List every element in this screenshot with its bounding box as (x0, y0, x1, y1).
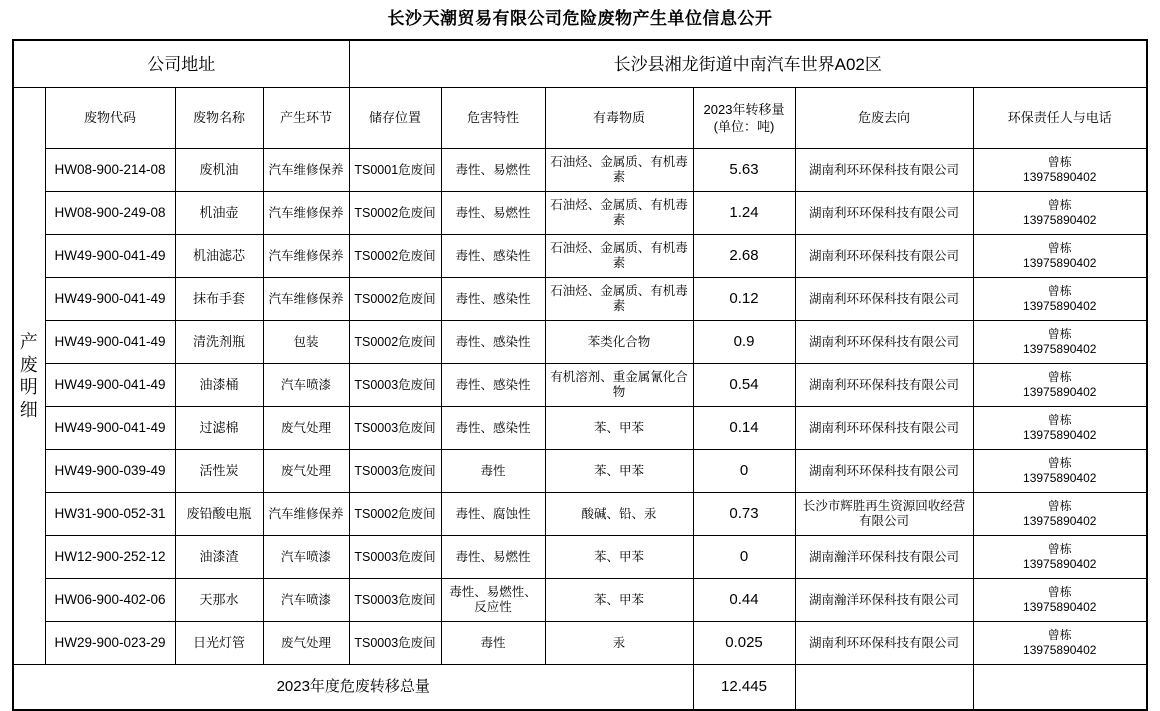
cell-destination: 湖南利环环保科技有限公司 (795, 321, 973, 364)
person-name: 曾栋 (1047, 585, 1072, 600)
cell-amount: 0.12 (693, 278, 795, 321)
person-name: 曾栋 (1047, 413, 1072, 428)
cell-name: 机油壶 (175, 192, 263, 235)
person-name: 曾栋 (1047, 241, 1072, 256)
cell-toxic: 苯、甲苯 (545, 579, 693, 622)
cell-hazard: 毒性、感染性 (441, 278, 545, 321)
cell-code: HW12-900-252-12 (45, 536, 175, 579)
cell-storage: TS0003危废间 (349, 364, 441, 407)
table-row (13, 407, 1147, 450)
cell-destination: 湖南利环环保科技有限公司 (795, 192, 973, 235)
total-label: 2023年度危废转移总量 (13, 665, 693, 711)
cell-destination: 湖南利环环保科技有限公司 (795, 450, 973, 493)
cell-responsible-person (973, 321, 1147, 364)
cell-destination: 湖南利环环保科技有限公司 (795, 149, 973, 192)
cell-hazard: 毒性、腐蚀性 (441, 493, 545, 536)
table-row (13, 149, 1147, 192)
total-row (13, 665, 1147, 711)
cell-code: HW49-900-041-49 (45, 407, 175, 450)
cell-destination: 湖南利环环保科技有限公司 (795, 278, 973, 321)
cell-code: HW31-900-052-31 (45, 493, 175, 536)
section-label-char-3: 明 (19, 377, 39, 398)
column-header-transfer-amount-line2: (单位：吨) (713, 119, 775, 135)
cell-stage: 汽车维修保养 (263, 192, 349, 235)
table-row (13, 192, 1147, 235)
cell-amount: 5.63 (693, 149, 795, 192)
cell-storage: TS0003危废间 (349, 622, 441, 665)
person-name: 曾栋 (1047, 327, 1072, 342)
cell-hazard: 毒性、易燃性、反应性 (441, 579, 545, 622)
cell-code: HW49-900-041-49 (45, 278, 175, 321)
column-header-hazard: 危害特性 (441, 88, 545, 149)
cell-storage: TS0003危废间 (349, 579, 441, 622)
cell-name: 废铅酸电瓶 (175, 493, 263, 536)
cell-storage: TS0002危废间 (349, 235, 441, 278)
cell-stage: 汽车喷漆 (263, 536, 349, 579)
cell-storage: TS0002危废间 (349, 493, 441, 536)
address-label: 公司地址 (13, 40, 349, 88)
total-empty-destination (795, 665, 973, 711)
person-phone: 13975890402 (1023, 299, 1097, 314)
column-header-toxic: 有毒物质 (545, 88, 693, 149)
section-label-char-2: 废 (19, 354, 39, 375)
cell-code: HW49-900-041-49 (45, 364, 175, 407)
cell-destination: 湖南瀚洋环保科技有限公司 (795, 536, 973, 579)
cell-hazard: 毒性、感染性 (441, 407, 545, 450)
cell-responsible-person (973, 622, 1147, 665)
cell-destination: 湖南利环环保科技有限公司 (795, 407, 973, 450)
person-phone: 13975890402 (1023, 514, 1097, 529)
address-row (13, 40, 1147, 88)
cell-hazard: 毒性、感染性 (441, 235, 545, 278)
cell-stage: 汽车维修保养 (263, 493, 349, 536)
cell-responsible-person (973, 536, 1147, 579)
table-header-row (13, 88, 1147, 149)
cell-code: HW08-900-249-08 (45, 192, 175, 235)
cell-toxic: 苯类化合物 (545, 321, 693, 364)
section-label-char-4: 细 (19, 399, 39, 420)
cell-amount: 0 (693, 536, 795, 579)
column-header-code: 废物代码 (45, 88, 175, 149)
person-phone: 13975890402 (1023, 557, 1097, 572)
cell-stage: 包装 (263, 321, 349, 364)
table-row (13, 622, 1147, 665)
cell-name: 天那水 (175, 579, 263, 622)
person-phone: 13975890402 (1023, 600, 1097, 615)
cell-storage: TS0003危废间 (349, 407, 441, 450)
cell-toxic: 石油烃、金属质、有机毒素 (545, 192, 693, 235)
cell-code: HW49-900-041-49 (45, 235, 175, 278)
person-name: 曾栋 (1047, 155, 1072, 170)
cell-destination: 湖南利环环保科技有限公司 (795, 364, 973, 407)
cell-amount: 2.68 (693, 235, 795, 278)
section-label-char-1: 产 (19, 332, 39, 353)
cell-responsible-person (973, 493, 1147, 536)
cell-toxic: 石油烃、金属质、有机毒素 (545, 278, 693, 321)
cell-toxic: 石油烃、金属质、有机毒素 (545, 235, 693, 278)
cell-responsible-person (973, 579, 1147, 622)
cell-code: HW06-900-402-06 (45, 579, 175, 622)
cell-amount: 0.44 (693, 579, 795, 622)
person-name: 曾栋 (1047, 284, 1072, 299)
cell-code: HW29-900-023-29 (45, 622, 175, 665)
table-row (13, 278, 1147, 321)
person-phone: 13975890402 (1023, 643, 1097, 658)
cell-responsible-person (973, 450, 1147, 493)
waste-disclosure-table (12, 39, 1148, 711)
cell-hazard: 毒性 (441, 622, 545, 665)
address-value: 长沙县湘龙街道中南汽车世界A02区 (349, 40, 1147, 88)
cell-stage: 汽车维修保养 (263, 278, 349, 321)
person-name: 曾栋 (1047, 628, 1072, 643)
cell-name: 过滤棉 (175, 407, 263, 450)
cell-storage: TS0002危废间 (349, 321, 441, 364)
table-row (13, 536, 1147, 579)
person-phone: 13975890402 (1023, 385, 1097, 400)
total-value: 12.445 (693, 665, 795, 711)
person-name: 曾栋 (1047, 499, 1072, 514)
cell-stage: 废气处理 (263, 622, 349, 665)
cell-storage: TS0001危废间 (349, 149, 441, 192)
table-row (13, 235, 1147, 278)
cell-amount: 0.73 (693, 493, 795, 536)
person-phone: 13975890402 (1023, 256, 1097, 271)
total-empty-person (973, 665, 1147, 711)
cell-destination: 湖南瀚洋环保科技有限公司 (795, 579, 973, 622)
section-label-waste-detail (13, 88, 45, 665)
cell-amount: 0.025 (693, 622, 795, 665)
cell-toxic: 有机溶剂、重金属氰化合物 (545, 364, 693, 407)
column-header-responsible-person: 环保责任人与电话 (973, 88, 1147, 149)
person-name: 曾栋 (1047, 542, 1072, 557)
cell-stage: 汽车喷漆 (263, 364, 349, 407)
person-phone: 13975890402 (1023, 471, 1097, 486)
column-header-transfer-amount (693, 88, 795, 149)
cell-code: HW08-900-214-08 (45, 149, 175, 192)
cell-name: 抹布手套 (175, 278, 263, 321)
cell-hazard: 毒性、感染性 (441, 364, 545, 407)
cell-toxic: 石油烃、金属质、有机毒素 (545, 149, 693, 192)
cell-responsible-person (973, 192, 1147, 235)
cell-responsible-person (973, 235, 1147, 278)
cell-amount: 1.24 (693, 192, 795, 235)
person-name: 曾栋 (1047, 370, 1072, 385)
cell-destination: 湖南利环环保科技有限公司 (795, 235, 973, 278)
cell-stage: 汽车维修保养 (263, 235, 349, 278)
cell-responsible-person (973, 407, 1147, 450)
cell-name: 活性炭 (175, 450, 263, 493)
person-name: 曾栋 (1047, 198, 1072, 213)
cell-storage: TS0002危废间 (349, 192, 441, 235)
cell-amount: 0 (693, 450, 795, 493)
table-row (13, 321, 1147, 364)
cell-code: HW49-900-041-49 (45, 321, 175, 364)
cell-hazard: 毒性、易燃性 (441, 149, 545, 192)
cell-name: 油漆桶 (175, 364, 263, 407)
cell-responsible-person (973, 364, 1147, 407)
cell-storage: TS0003危废间 (349, 536, 441, 579)
person-phone: 13975890402 (1023, 213, 1097, 228)
column-header-name: 废物名称 (175, 88, 263, 149)
table-row (13, 450, 1147, 493)
cell-responsible-person (973, 149, 1147, 192)
cell-toxic: 汞 (545, 622, 693, 665)
cell-toxic: 苯、甲苯 (545, 536, 693, 579)
page-title: 长沙天潮贸易有限公司危险废物产生单位信息公开 (387, 9, 773, 28)
table-row (13, 364, 1147, 407)
cell-name: 机油滤芯 (175, 235, 263, 278)
cell-code: HW49-900-039-49 (45, 450, 175, 493)
cell-amount: 0.54 (693, 364, 795, 407)
cell-toxic: 苯、甲苯 (545, 407, 693, 450)
cell-destination: 湖南利环环保科技有限公司 (795, 622, 973, 665)
cell-hazard: 毒性、感染性 (441, 321, 545, 364)
person-phone: 13975890402 (1023, 170, 1097, 185)
person-phone: 13975890402 (1023, 342, 1097, 357)
cell-toxic: 苯、甲苯 (545, 450, 693, 493)
cell-name: 油漆渣 (175, 536, 263, 579)
cell-stage: 废气处理 (263, 407, 349, 450)
cell-responsible-person (973, 278, 1147, 321)
cell-name: 日光灯管 (175, 622, 263, 665)
cell-hazard: 毒性 (441, 450, 545, 493)
table-row (13, 579, 1147, 622)
cell-hazard: 毒性、易燃性 (441, 536, 545, 579)
cell-name: 清洗剂瓶 (175, 321, 263, 364)
person-phone: 13975890402 (1023, 428, 1097, 443)
cell-stage: 汽车喷漆 (263, 579, 349, 622)
column-header-storage: 储存位置 (349, 88, 441, 149)
cell-amount: 0.14 (693, 407, 795, 450)
cell-amount: 0.9 (693, 321, 795, 364)
column-header-transfer-amount-line1: 2023年转移量 (703, 101, 785, 117)
person-name: 曾栋 (1047, 456, 1072, 471)
table-row (13, 493, 1147, 536)
cell-destination: 长沙市辉胜再生资源回收经营有限公司 (795, 493, 973, 536)
cell-stage: 废气处理 (263, 450, 349, 493)
cell-storage: TS0003危废间 (349, 450, 441, 493)
column-header-destination: 危废去向 (795, 88, 973, 149)
cell-hazard: 毒性、易燃性 (441, 192, 545, 235)
cell-name: 废机油 (175, 149, 263, 192)
cell-stage: 汽车维修保养 (263, 149, 349, 192)
cell-storage: TS0002危废间 (349, 278, 441, 321)
cell-toxic: 酸碱、铅、汞 (545, 493, 693, 536)
column-header-stage: 产生环节 (263, 88, 349, 149)
